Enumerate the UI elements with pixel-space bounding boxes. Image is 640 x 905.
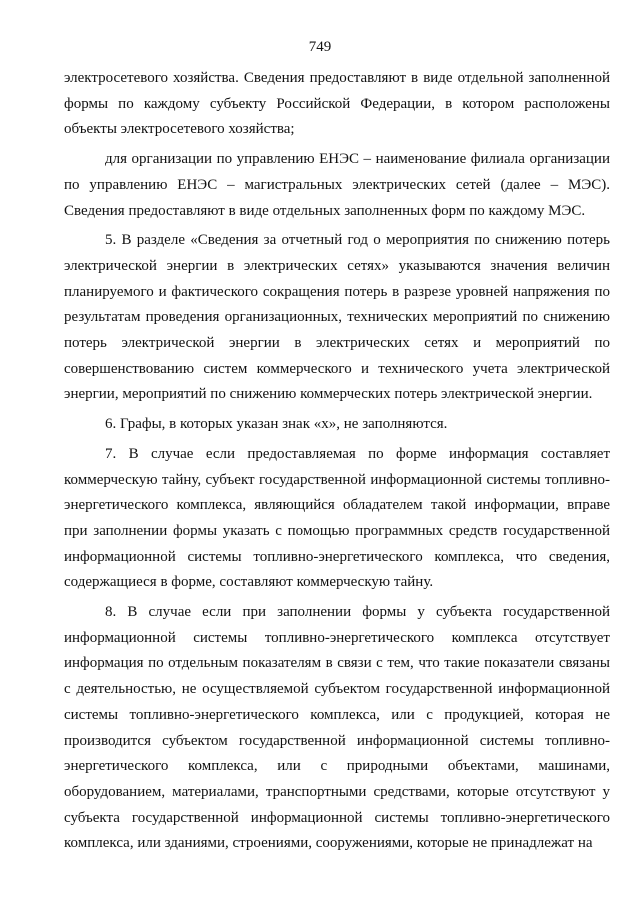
paragraph-item-7: 7. В случае если предоставляемая по форме информация составляет коммерческую тайну, субъект государственной информационной системы топливно-энергетического комплекса, являющийся обладателем такой информации, вправе при заполнении формы указать с помощью программных средств государственной информационной системы топливно-энергетического комплекса, что сведения, содержащиеся в форме, составляют коммерческую тайну. xyxy=(64,445,610,591)
page-number: 749 xyxy=(308,39,332,55)
paragraph-item-6: 6. Графы, в которых указан знак «x», не заполняются. xyxy=(105,416,448,433)
paragraph-ened-organization: для организации по управлению ЕНЭС – наименование филиала организации по управлению ЕНЭС – магистральных электрических сетей (далее – МЭС). Сведения предоставляют в виде отдельных заполненных форм по каждому МЭС. xyxy=(64,151,610,219)
paragraph-item-8: 8. В случае если при заполнении формы у субъекта государственной информационной системы топливно-энергетического комплекса отсутствует информация по отдельным показателям в связи с тем, что такие показатели связаны с деятельностью, не осуществляемой субъектом государственной информационной системы топливно-энергетического комплекса, или с продукцией, которая не производится субъектом государственной информационной системы топливно-энергетического комплекса, или с природными объектами, машинами, оборудованием, материалами, транспортными средствами, которые отсутствуют у субъекта государственной информационной системы топливно-энергетического комплекса, или зданиями, строениями, сооружениями, которые не принадлежат на xyxy=(64,604,610,852)
document-body xyxy=(64,66,610,861)
paragraph-item-5: 5. В разделе «Сведения за отчетный год о мероприятия по снижению потерь электрической энергии в электрических сетях» указываются значения величин планируемого и фактического сокращения потерь в разрезе уровней напряжения по результатам проведения организационных, технических мероприятий по снижению потерь электрической энергии в электрических сетях и мероприятий по совершенствованию систем коммерческого и технического учета электрической энергии, мероприятий по снижению коммерческих потерь электрической энергии. xyxy=(64,232,610,403)
paragraph-continuation: электросетевого хозяйства. Сведения предоставляют в виде отдельной заполненной формы по каждому субъекту Российской Федерации, в котором расположены объекты электросетевого хозяйства; xyxy=(64,70,610,138)
